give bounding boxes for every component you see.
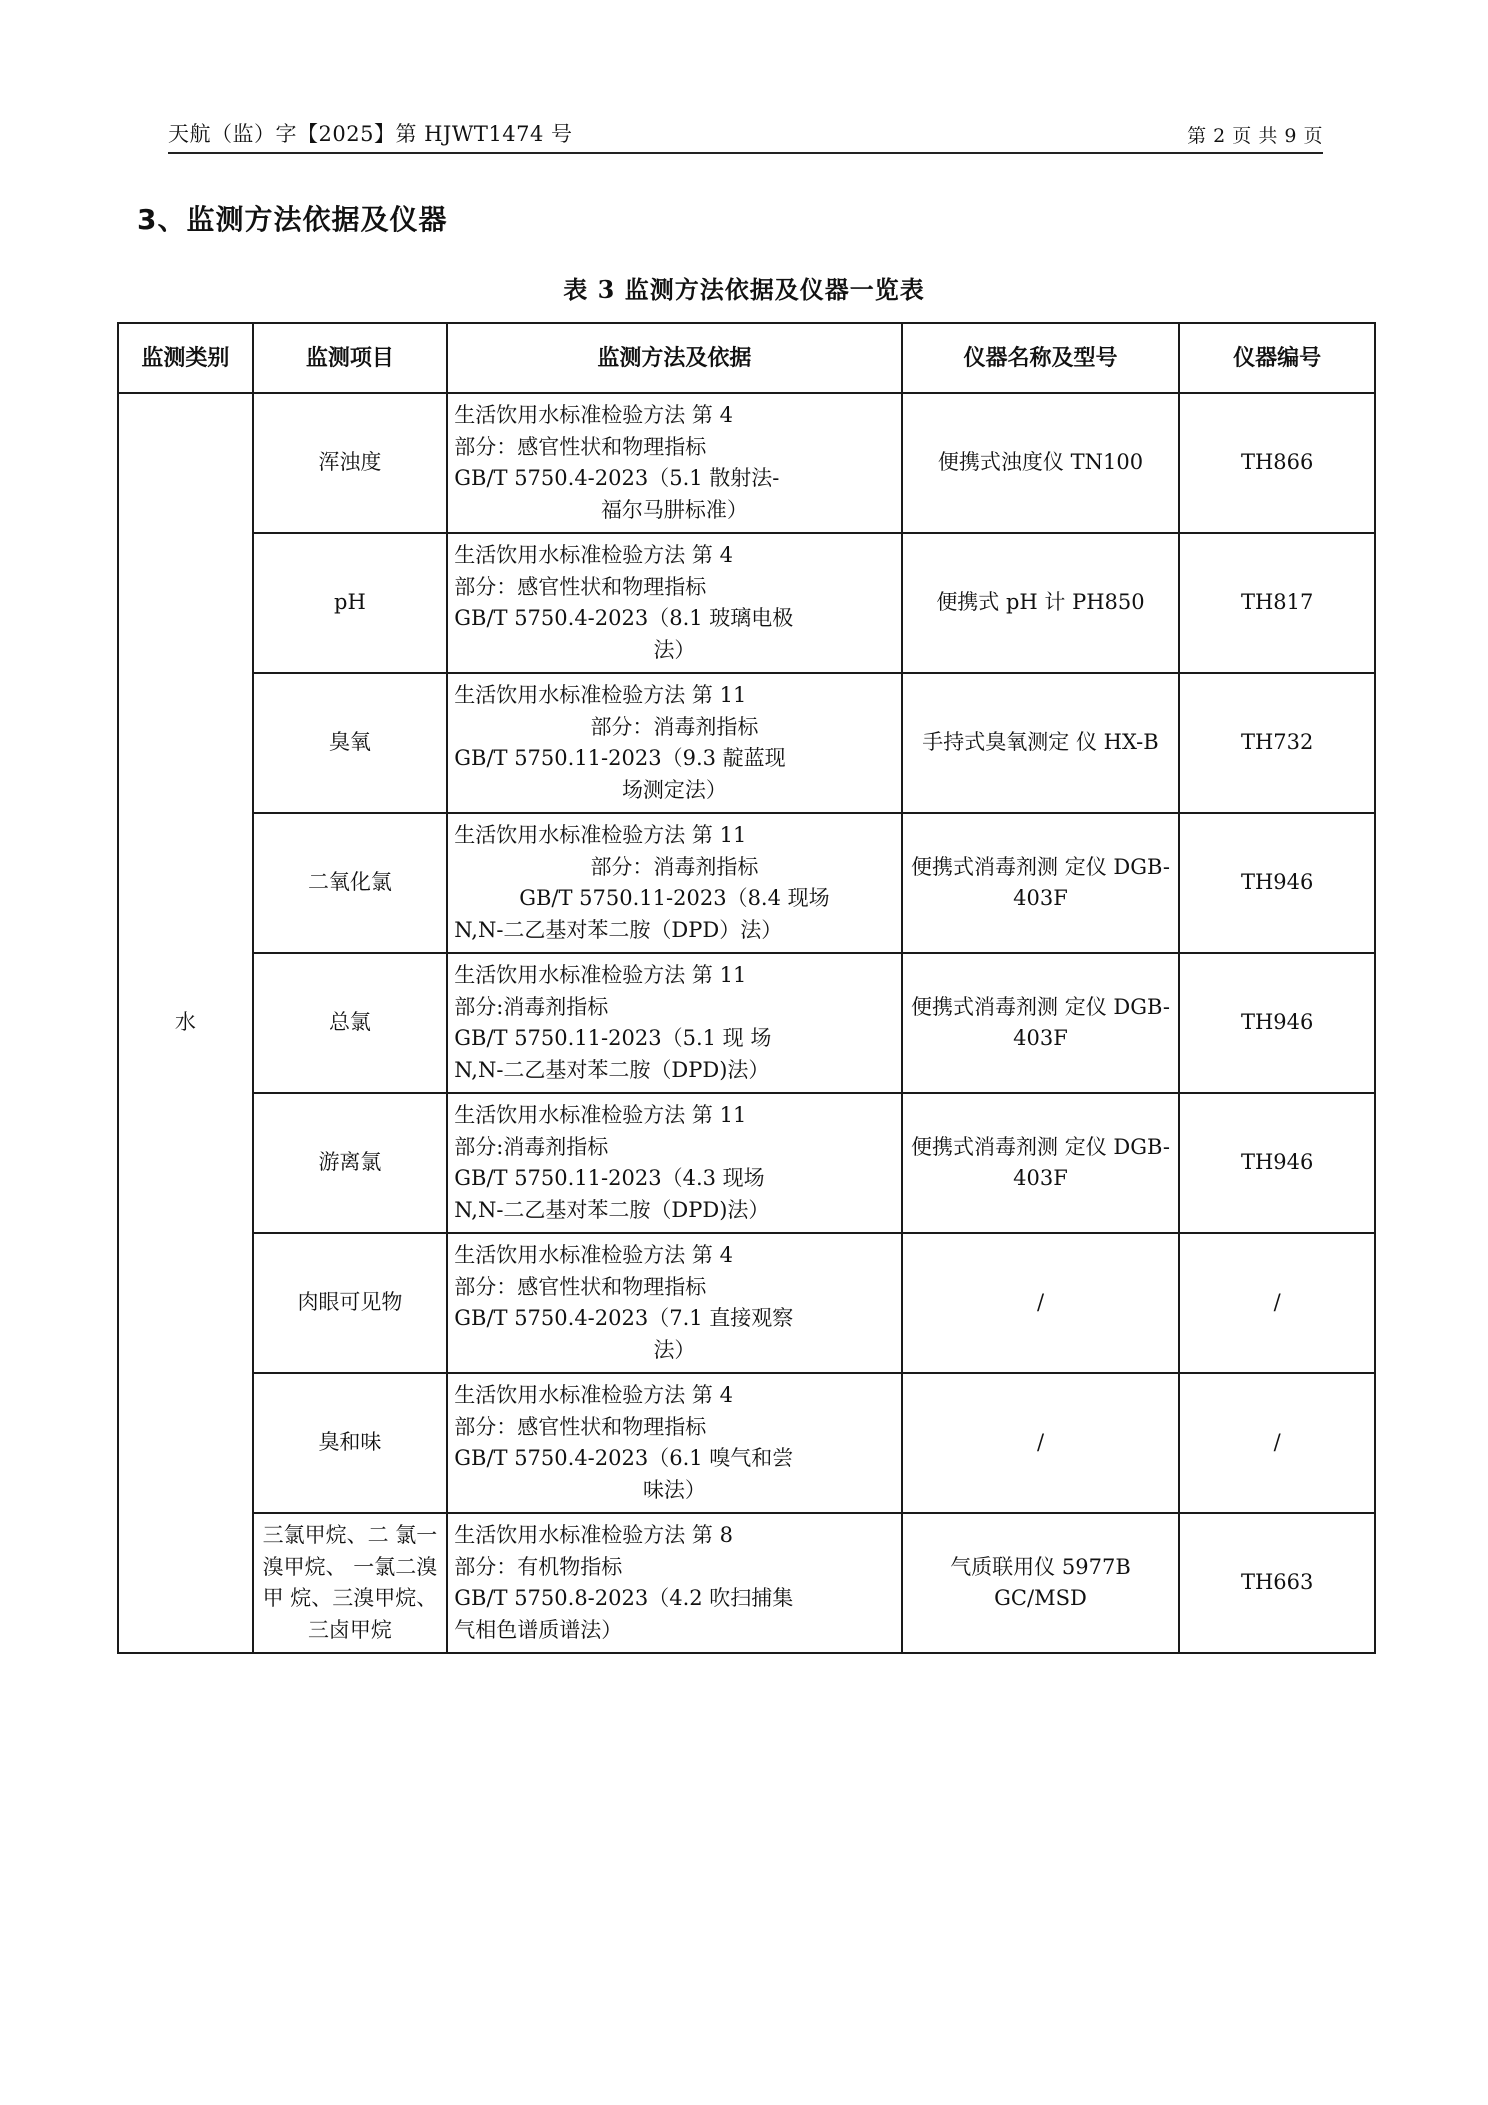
method-line: GB/T 5750.11-2023（9.3 靛蓝现 [454,746,786,770]
cell-method [447,393,901,533]
cell-code: TH663 [1179,1513,1375,1653]
table-row [118,673,1375,813]
cell-instrument [902,1093,1180,1233]
page-number: 第 2 页 共 9 页 [1187,125,1323,147]
cell-instrument: / [902,1233,1180,1373]
method-line: 味法） [642,1477,706,1502]
cell-instrument: / [902,1373,1180,1513]
method-line: 法） [653,637,696,662]
method-line: 部分:消毒剂指标 [454,994,609,1019]
instrument-line: 仪 HX-B [1075,730,1159,755]
instrument-line: DGB-403F [1013,994,1170,1050]
instrument-line: PH850 [1072,590,1145,615]
cell-code: / [1179,1373,1375,1513]
method-line: 生活饮用水标准检验方法 第 4 [454,1383,733,1407]
method-line: 部分：感官性状和物理指标 [454,434,707,459]
method-line: 场测定法） [621,777,727,802]
col-header-code: 仪器编号 [1179,323,1375,393]
method-line: 生活饮用水标准检验方法 第 8 [454,1523,733,1547]
method-line: 部分：感官性状和物理指标 [454,1274,707,1299]
cell-method [447,1513,901,1653]
method-line: GB/T 5750.4-2023（6.1 嗅气和尝 [454,1446,794,1470]
table-row [118,393,1375,533]
cell-item: 臭和味 [253,1373,448,1513]
cell-instrument [902,533,1180,673]
item-line: 三氯甲烷、二 [262,1523,389,1547]
method-line: 生活饮用水标准检验方法 第 11 [454,683,747,707]
instrument-line: 定仪 [1064,1134,1107,1159]
cell-code: TH866 [1179,393,1375,533]
instrument-line: 便携式消毒剂测 [911,854,1059,879]
cell-instrument [902,813,1180,953]
instrument-line: 便携式消毒剂测 [911,994,1059,1019]
cell-item: 二氧化氯 [253,813,448,953]
instrument-line: 便携式浊度仪 [937,450,1064,475]
method-line: GB/T 5750.4-2023（8.1 玻璃电极 [454,606,794,630]
section-heading: 3、监测方法依据及仪器 [137,203,448,236]
cell-code: TH946 [1179,813,1375,953]
method-line: 生活饮用水标准检验方法 第 11 [454,823,747,847]
cell-method [447,1093,901,1233]
item-line: 三卤甲烷 [307,1617,392,1642]
col-header-category: 监测类别 [118,323,253,393]
cell-method [447,1373,901,1513]
method-line: 生活饮用水标准检验方法 第 4 [454,1243,733,1267]
instrument-line: 定仪 [1064,994,1107,1019]
table-row [118,1373,1375,1513]
cell-instrument [902,953,1180,1093]
instrument-line: DGB-403F [1013,854,1170,910]
method-line: GB/T 5750.4-2023（5.1 散射法- [454,466,780,490]
table-row [118,1093,1375,1233]
method-line: N,N-二乙基对苯二胺（DPD）法） [454,917,783,942]
cell-code: / [1179,1233,1375,1373]
table-header-row [118,323,1375,393]
cell-instrument [902,1513,1180,1653]
cell-item: 臭氧 [253,673,448,813]
cell-method [447,1233,901,1373]
method-line: 部分：消毒剂指标 [590,854,759,879]
instrument-line: DGB-403F [1013,1134,1170,1190]
table-row [118,533,1375,673]
method-line: 生活饮用水标准检验方法 第 11 [454,963,747,987]
cell-item: pH [253,533,448,673]
cell-code: TH946 [1179,1093,1375,1233]
col-header-item: 监测项目 [253,323,448,393]
cell-method [447,953,901,1093]
instrument-line: TN100 [1070,450,1144,475]
method-line: 部分:消毒剂指标 [454,1134,609,1159]
method-line: 部分：感官性状和物理指标 [454,1414,707,1439]
instrument-line: 气质联用仪 [950,1554,1056,1579]
cell-method [447,533,901,673]
table-caption: 表 3 监测方法依据及仪器一览表 [563,275,925,304]
cell-item: 肉眼可见物 [253,1233,448,1373]
instrument-line: 便携式消毒剂测 [911,1134,1059,1159]
method-line: 部分：有机物指标 [454,1554,623,1579]
cell-item [253,1513,448,1653]
method-line: 福尔马肼标准） [600,497,748,522]
item-line: 氯一溴甲烷、 [262,1523,438,1579]
method-line: GB/T 5750.11-2023（5.1 现 场 [454,1026,772,1050]
cell-method [447,813,901,953]
header-divider [168,152,1323,154]
table-row [118,1513,1375,1653]
table-body [118,393,1375,1653]
page-header [168,118,1323,148]
item-line: 烷、三溴甲烷、 [290,1586,438,1610]
instrument-line: 5977B GC/MSD [994,1554,1131,1610]
cell-instrument [902,673,1180,813]
method-line: 生活饮用水标准检验方法 第 11 [454,1103,747,1127]
cell-item: 总氯 [253,953,448,1093]
methods-table-wrapper [117,322,1376,1654]
cell-item: 浑浊度 [253,393,448,533]
method-line: GB/T 5750.11-2023（4.3 现场 [454,1166,765,1190]
method-line: N,N-二乙基对苯二胺（DPD)法） [454,1057,770,1082]
method-line: 生活饮用水标准检验方法 第 4 [454,543,733,567]
table-row [118,1233,1375,1373]
instrument-line: 定仪 [1064,854,1107,879]
instrument-line: 便携式 pH 计 [936,590,1066,615]
method-line: 部分：感官性状和物理指标 [454,574,707,599]
cell-code: TH817 [1179,533,1375,673]
method-line: N,N-二乙基对苯二胺（DPD)法） [454,1197,770,1222]
table-row [118,813,1375,953]
methods-table [117,322,1376,1654]
report-number: 天航（监）字【2025】第 HJWT1474 号 [168,122,573,146]
method-line: 生活饮用水标准检验方法 第 4 [454,403,733,427]
method-line: GB/T 5750.11-2023（8.4 现场 [519,886,830,910]
cell-code: TH732 [1179,673,1375,813]
instrument-line: 手持式臭氧测定 [922,730,1070,755]
item-line: 一氯二溴甲 [262,1554,438,1610]
method-line: 部分：消毒剂指标 [590,714,759,739]
cell-method [447,673,901,813]
method-line: GB/T 5750.8-2023（4.2 吹扫捕集 [454,1586,794,1610]
cell-instrument [902,393,1180,533]
method-line: 法） [653,1337,696,1362]
cell-code: TH946 [1179,953,1375,1093]
cell-item: 游离氯 [253,1093,448,1233]
method-line: GB/T 5750.4-2023（7.1 直接观察 [454,1306,794,1330]
table-row [118,953,1375,1093]
col-header-method: 监测方法及依据 [447,323,901,393]
col-header-instrument: 仪器名称及型号 [902,323,1180,393]
cell-category: 水 [118,393,253,1653]
method-line: 气相色谱质谱法） [454,1617,623,1642]
